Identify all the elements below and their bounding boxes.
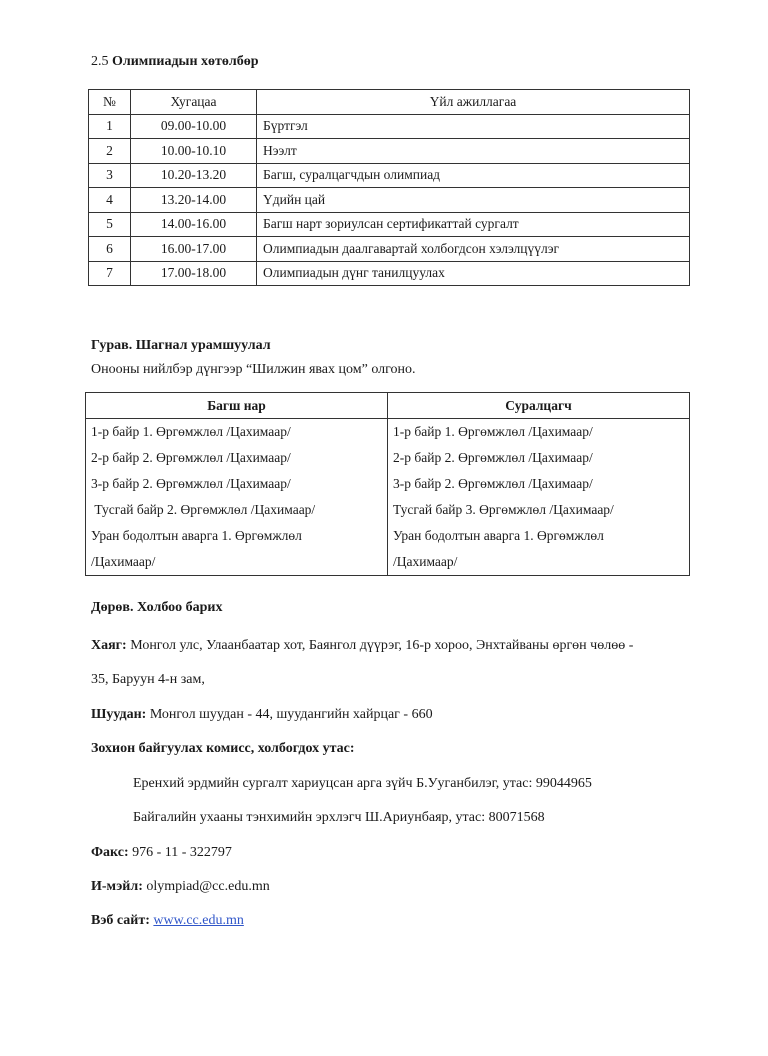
award-line: Уран бодолтын аварга 1. Өргөмжлөл (91, 528, 302, 543)
row-number: 2 (89, 139, 131, 164)
section-title (91, 54, 259, 70)
awards-heading: Гурав. Шагнал урамшуулал (91, 338, 271, 353)
row-number: 7 (89, 261, 131, 286)
award-line: 1-р байр 1. Өргөмжлөл /Цахимаар/ (393, 424, 593, 439)
row-activity: Багш нарт зориулсан сертификаттай сургалт (257, 212, 690, 237)
contact-heading: Дөрөв. Холбоо барих (91, 600, 223, 615)
row-time: 13.20-14.00 (131, 188, 257, 213)
address-line (91, 638, 633, 654)
contact-person-1: Еренхий эрдмийн сургалт хариуцсан арга зүйч Б.Ууганбилэг, утас: 99044965 (133, 776, 592, 791)
fax-label: Факс: (91, 845, 129, 860)
section-number: 2.5 (91, 54, 109, 69)
table-row (89, 212, 690, 237)
row-activity: Олимпиадын даалгавартай холбогдсон хэлэлцүүлэг (257, 237, 690, 262)
award-line: Тусгай байр 3. Өргөмжлөл /Цахимаар/ (393, 502, 614, 517)
award-line: Уран бодолтын аварга 1. Өргөмжлөл (393, 528, 604, 543)
row-activity: Бүртгэл (257, 114, 690, 139)
row-activity: Багш, суралцагчдын олимпиад (257, 163, 690, 188)
section-heading: Олимпиадын хөтөлбөр (112, 54, 259, 69)
committee-heading: Зохион байгуулах комисс, холбогдох утас: (91, 741, 355, 756)
website-label: Вэб сайт: (91, 913, 150, 928)
award-line: 3-р байр 2. Өргөмжлөл /Цахимаар/ (91, 476, 291, 491)
table-row (89, 237, 690, 262)
teachers-cell (86, 419, 388, 576)
email-value[interactable]: olympiad@cc.edu.mn (142, 879, 270, 894)
row-time: 09.00-10.00 (131, 114, 257, 139)
row-activity: Нээлт (257, 139, 690, 164)
award-line: 2-р байр 2. Өргөмжлөл /Цахимаар/ (91, 450, 291, 465)
fax-value: 976 - 11 - 322797 (128, 845, 232, 860)
row-time: 10.20-13.20 (131, 163, 257, 188)
mail-line (91, 707, 433, 723)
header-time: Хугацаа (131, 90, 257, 115)
row-number: 3 (89, 163, 131, 188)
row-time: 10.00-10.10 (131, 139, 257, 164)
address-line-2: 35, Баруун 4-н зам, (91, 672, 205, 687)
award-line: 1-р байр 1. Өргөмжлөл /Цахимаар/ (91, 424, 291, 439)
table-row (89, 188, 690, 213)
row-number: 6 (89, 237, 131, 262)
award-line: 3-р байр 2. Өргөмжлөл /Цахимаар/ (393, 476, 593, 491)
awards-table (85, 392, 690, 576)
awards-note: Онооны нийлбэр дүнгээр “Шилжин явах цом” олгоно. (91, 362, 416, 377)
awards-body-row (86, 419, 690, 576)
row-time: 17.00-18.00 (131, 261, 257, 286)
header-students: Суралцагч (388, 393, 690, 419)
address-label: Хаяг: (91, 638, 127, 653)
email-line (91, 879, 270, 895)
award-line: 2-р байр 2. Өргөмжлөл /Цахимаар/ (393, 450, 593, 465)
website-line (91, 913, 244, 929)
address-value: Монгол улс, Улаанбаатар хот, Баянгол дүүрэг, 16-р хороо, Энхтайваны өргөн чөлөө - (126, 638, 634, 653)
row-time: 14.00-16.00 (131, 212, 257, 237)
students-cell (388, 419, 690, 576)
mail-label: Шуудан: (91, 707, 147, 722)
row-number: 1 (89, 114, 131, 139)
email-label: И-мэйл: (91, 879, 143, 894)
row-number: 5 (89, 212, 131, 237)
awards-header-row (86, 393, 690, 419)
website-link[interactable]: www.cc.edu.mn (153, 913, 244, 928)
row-number: 4 (89, 188, 131, 213)
header-teachers: Багш нар (86, 393, 388, 419)
mail-value: Монгол шуудан - 44, шуудангийн хайрцаг - 660 (146, 707, 433, 722)
award-line: Тусгай байр 2. Өргөмжлөл /Цахимаар/ (91, 502, 316, 517)
schedule-header-row (89, 90, 690, 115)
schedule-table (88, 89, 690, 286)
row-time: 16.00-17.00 (131, 237, 257, 262)
table-row (89, 114, 690, 139)
contact-person-2: Байгалийн ухааны тэнхимийн эрхлэгч Ш.Ариунбаяр, утас: 80071568 (133, 810, 545, 825)
award-line: /Цахимаар/ (91, 554, 156, 569)
header-activity: Үйл ажиллагаа (257, 90, 690, 115)
row-activity: Олимпиадын дүнг танилцуулах (257, 261, 690, 286)
row-activity: Үдийн цай (257, 188, 690, 213)
award-line: /Цахимаар/ (393, 554, 458, 569)
table-row (89, 163, 690, 188)
fax-line (91, 845, 232, 861)
table-row (89, 261, 690, 286)
header-number: № (89, 90, 131, 115)
table-row (89, 139, 690, 164)
